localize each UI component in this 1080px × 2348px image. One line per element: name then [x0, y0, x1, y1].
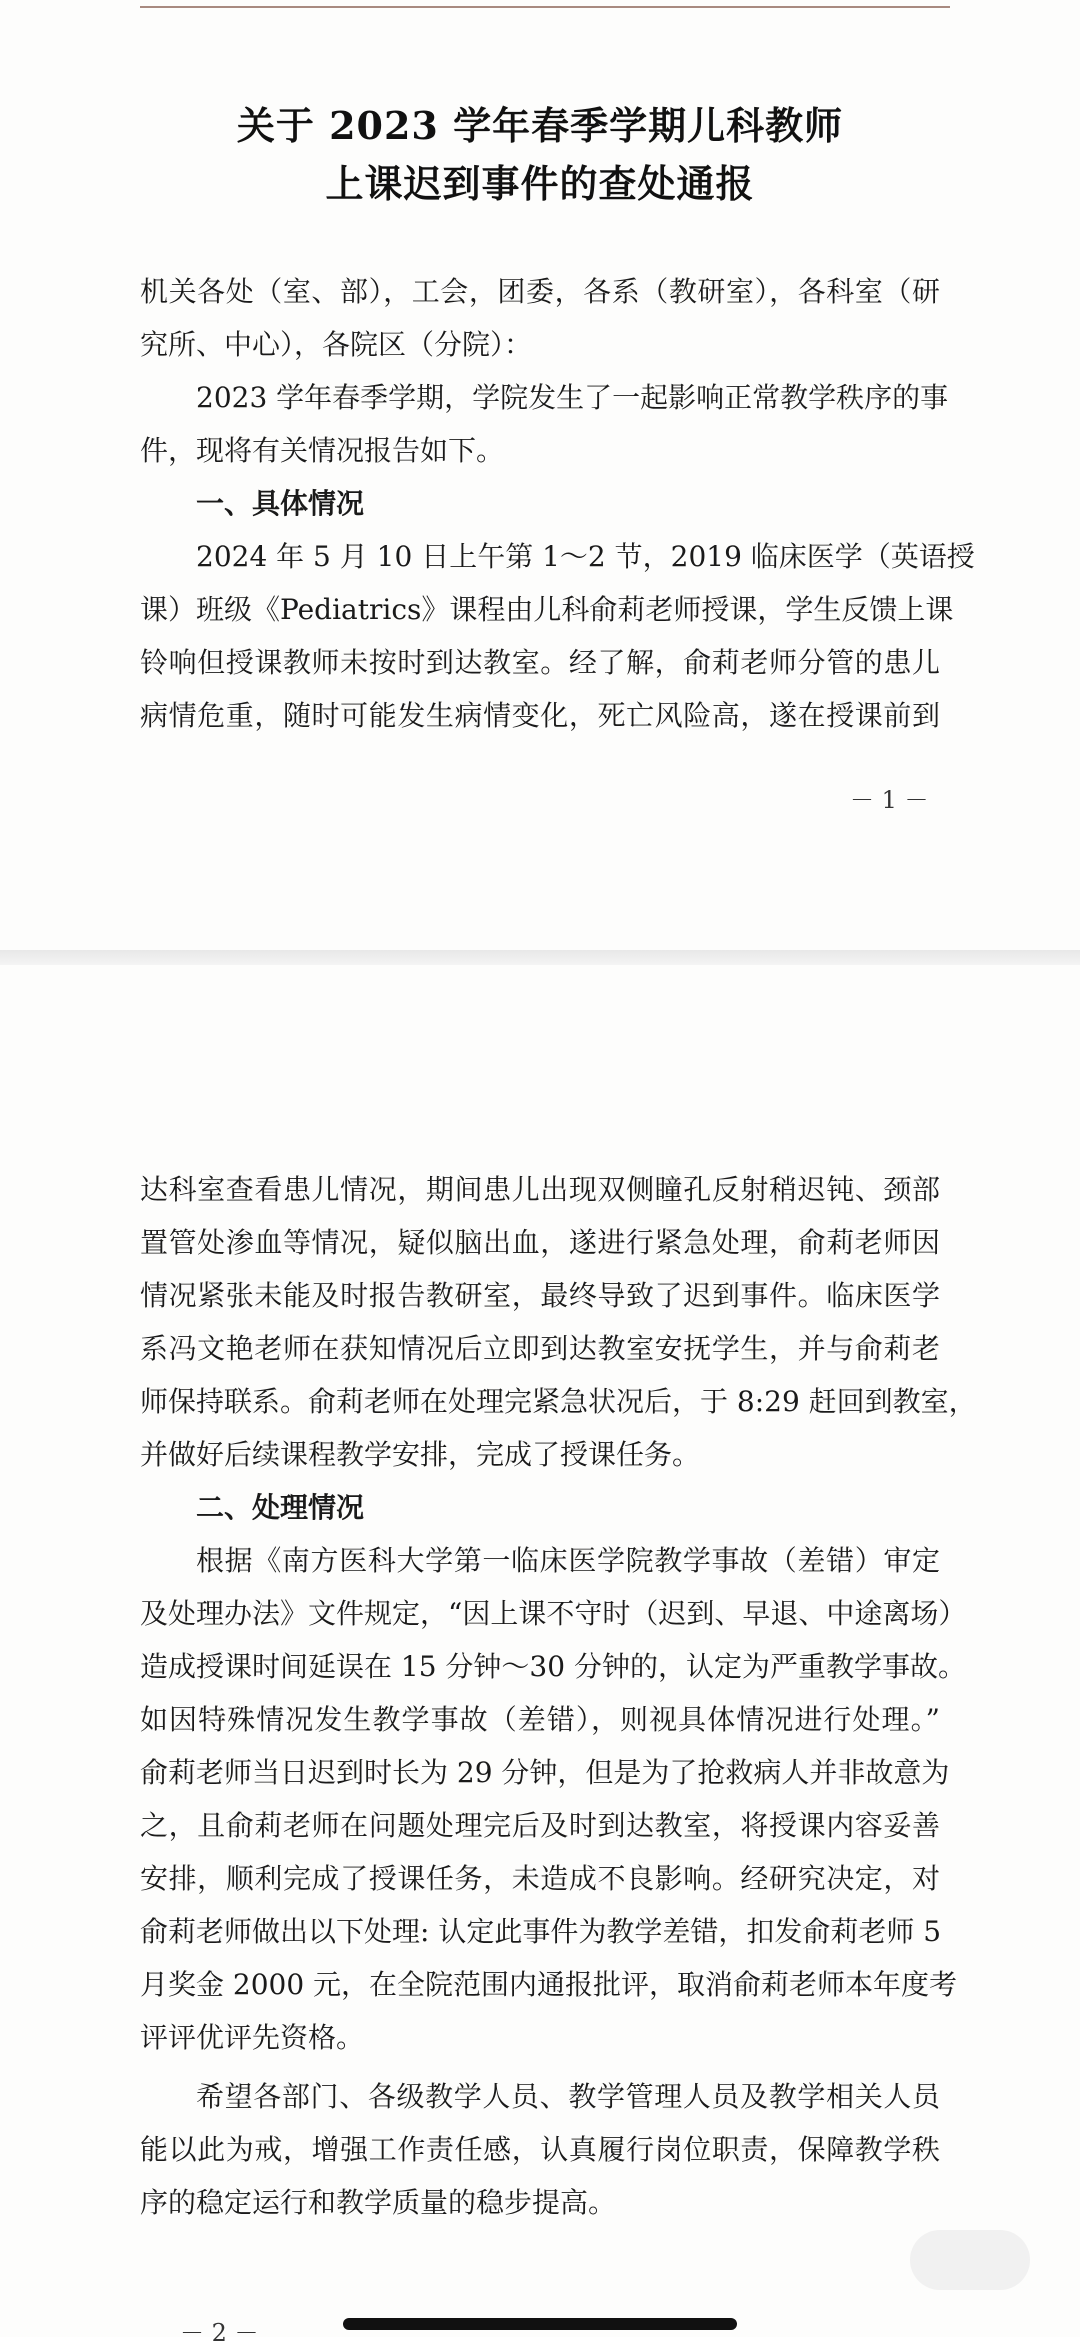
paragraph-line: 师保持联系。俞莉老师在处理完紧急状况后，于 8:29 赶回到教室， — [140, 1385, 977, 1418]
section-heading: 一、具体情况 — [196, 487, 365, 520]
paragraph-line: 课）班级《Pediatrics》课程由儿科俞莉老师授课，学生反馈上课 — [140, 593, 954, 626]
document-title-line-1: 关于 2023 学年春季学期儿科教师 — [236, 103, 844, 148]
paragraph-line: 系冯文艳老师在获知情况后立即到达教室安抚学生，并与俞莉老 — [140, 1332, 940, 1365]
floating-overlay-button[interactable] — [910, 2230, 1030, 2290]
paragraph-line: 俞莉老师做出以下处理: 认定此事件为教学差错，扣发俞莉老师 5 — [140, 1915, 942, 1948]
document-page-2 — [0, 965, 1080, 2347]
paragraph-line: 2024 年 5 月 10 日上午第 1～2 节，2019 临床医学（英语授 — [196, 540, 975, 573]
paragraph-line: 2023 学年春季学期，学院发生了一起影响正常教学秩序的事 — [196, 381, 949, 414]
document-page-1 — [0, 0, 1080, 950]
page-separator — [0, 950, 1080, 965]
header-rule — [140, 6, 950, 8]
paragraph-line: 及处理办法》文件规定，“因上课不守时（迟到、早退、中途离场） — [140, 1597, 967, 1630]
paragraph-line: 俞莉老师当日迟到时长为 29 分钟，但是为了抢救病人并非故意为 — [140, 1756, 950, 1789]
paragraph-line: 并做好后续课程教学安排，完成了授课任务。 — [140, 1438, 701, 1471]
paragraph-line: 安排，顺利完成了授课任务，未造成不良影响。经研究决定，对 — [140, 1862, 940, 1895]
paragraph-line: 件，现将有关情况报告如下。 — [140, 434, 505, 467]
paragraph-line: 达科室查看患儿情况，期间患儿出现双侧瞳孔反射稍迟钝、颈部 — [140, 1173, 940, 1206]
page-number: － 2 － — [180, 2319, 259, 2347]
paragraph-line: 根据《南方医科大学第一临床医学院教学事故（差错）审定 — [196, 1544, 940, 1577]
paragraph-line: 造成授课时间延误在 15 分钟～30 分钟的，认定为严重教学事故。 — [140, 1650, 966, 1683]
paragraph-line: 能以此为戒，增强工作责任感，认真履行岗位职责，保障教学秩 — [140, 2133, 940, 2166]
home-indicator-bar[interactable] — [343, 2318, 737, 2330]
paragraph-line: 病情危重，随时可能发生病情变化，死亡风险高，遂在授课前到 — [140, 699, 940, 732]
addressee-line: 机关各处（室、部），工会，团委，各系（教研室），各科室（研 — [140, 275, 940, 308]
paragraph-line: 序的稳定运行和教学质量的稳步提高。 — [140, 2186, 617, 2219]
paragraph-line: 如因特殊情况发生教学事故（差错），则视具体情况进行处理。” — [140, 1703, 940, 1736]
paragraph-line: 情况紧张未能及时报告教研室，最终导致了迟到事件。临床医学 — [140, 1279, 940, 1312]
section-heading: 二、处理情况 — [196, 1491, 365, 1524]
page-number: － 1 － — [850, 786, 929, 814]
paragraph-line: 置管处渗血等情况，疑似脑出血，遂进行紧急处理，俞莉老师因 — [140, 1226, 940, 1259]
document-title-line-2: 上课迟到事件的查处通报 — [325, 161, 755, 206]
paragraph-line: 铃响但授课教师未按时到达教室。经了解，俞莉老师分管的患儿 — [140, 646, 940, 679]
addressee-line: 究所、中心），各院区（分院）： — [140, 328, 533, 361]
paragraph-line: 之，且俞莉老师在问题处理完后及时到达教室，将授课内容妥善 — [140, 1809, 940, 1842]
paragraph-line: 评评优评先资格。 — [140, 2021, 365, 2054]
paragraph-line: 希望各部门、各级教学人员、教学管理人员及教学相关人员 — [196, 2080, 940, 2113]
paragraph-line: 月奖金 2000 元，在全院范围内通报批评，取消俞莉老师本年度考 — [140, 1968, 958, 2001]
